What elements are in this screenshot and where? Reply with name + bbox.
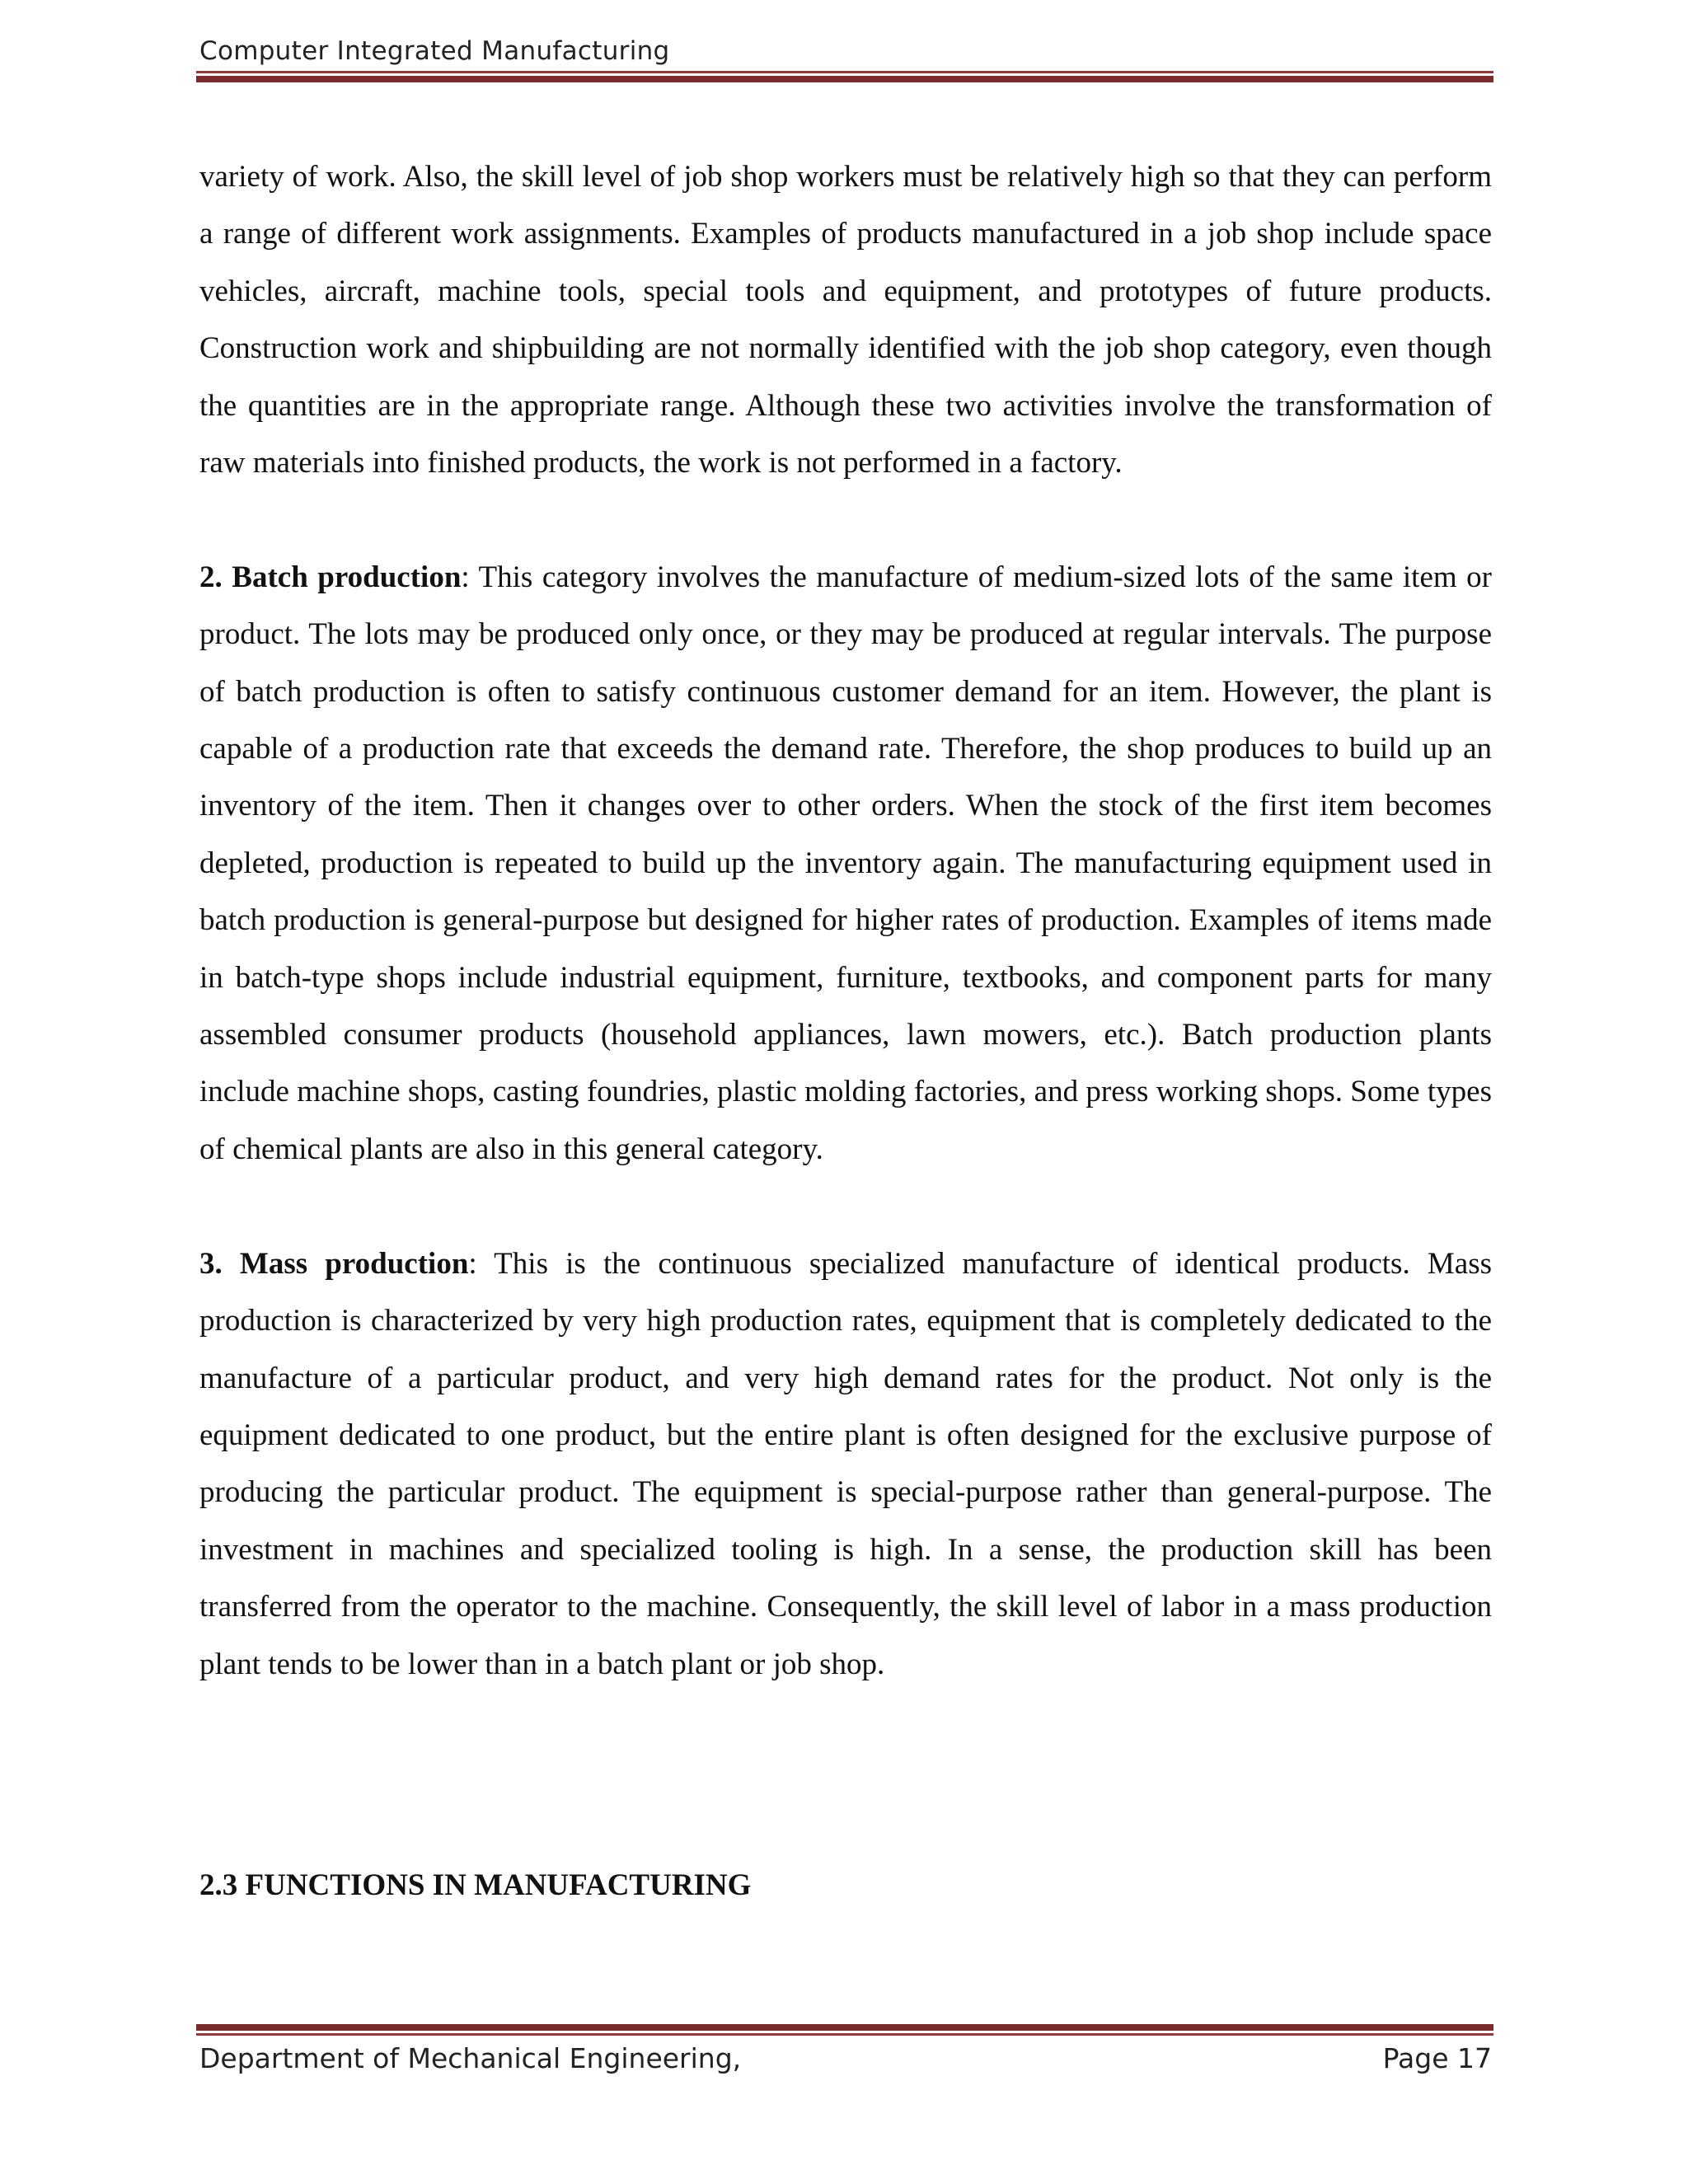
- section-heading: 2.3 FUNCTIONS IN MANUFACTURING: [199, 1868, 752, 1902]
- footer-department: Department of Mechanical Engineering,: [199, 2042, 742, 2074]
- page-footer: [199, 2042, 1492, 2074]
- paragraph-mass-production: [199, 1235, 1492, 1693]
- paragraph-text: variety of work. Also, the skill level of job shop workers must be relatively high so that they can perform a range of different work assignments. Examples of products manufactured in a job shop include space vehicles, aircraft, machine tools, special tools and equipment, and prototypes of future products. Construction work and shipbuilding are not normally identified with the job shop category, even though the quantities are in the appropriate range. Although these two activities involve the transformation of raw materials into finished products, the work is not performed in a factory.: [199, 160, 1492, 480]
- paragraph-text: : This category involves the manufacture of medium-sized lots of the same item or product. The lots may be produced only once, or they may be produced at regular intervals. The purpose of batch production is often to satisfy continuous customer demand for an item. However, the plant is capable of a production rate that exceeds the demand rate. Therefore, the shop produces to build up an inventory of the item. Then it changes over to other orders. When the stock of the first item becomes depleted, production is repeated to build up the inventory again. The manufacturing equipment used in batch production is general-purpose but designed for higher rates of production. Examples of items made in batch-type shops include industrial equipment, furniture, textbooks, and component parts for many assembled consumer products (household appliances, lawn mowers, etc.). Batch production plants include machine shops, casting foundries, plastic molding factories, and press working shops. Some types of chemical plants are also in this general category.: [199, 560, 1493, 1166]
- running-header: Computer Integrated Manufacturing: [199, 36, 670, 66]
- paragraph-batch-production: [199, 549, 1492, 1178]
- paragraph-text: : This is the continuous specialized manufacture of identical products. Mass production is characterized by very high production rates, equipment that is completely dedicated to the manufacture of a particular product, and very high demand rates for the product. Not only is the equipment dedicated to one product, but the entire plant is often designed for the exclusive purpose of producing the particular product. The equipment is special-purpose rather than general-purpose. The investment in machines and specialized tooling is high. In a sense, the production skill has been transferred from the operator to the machine. Consequently, the skill level of labor in a mass production plant tends to be lower than in a batch plant or job shop.: [199, 1246, 1492, 1681]
- footer-rule: [196, 2024, 1493, 2036]
- paragraph-lead-term: 2. Batch production: [199, 560, 462, 594]
- body-text: [199, 148, 1492, 1693]
- paragraph-job-shop-continued: [199, 148, 1492, 491]
- paragraph-lead-term: 3. Mass production: [199, 1246, 469, 1281]
- page-number: Page 17: [1382, 2042, 1492, 2074]
- header-rule: [196, 71, 1493, 82]
